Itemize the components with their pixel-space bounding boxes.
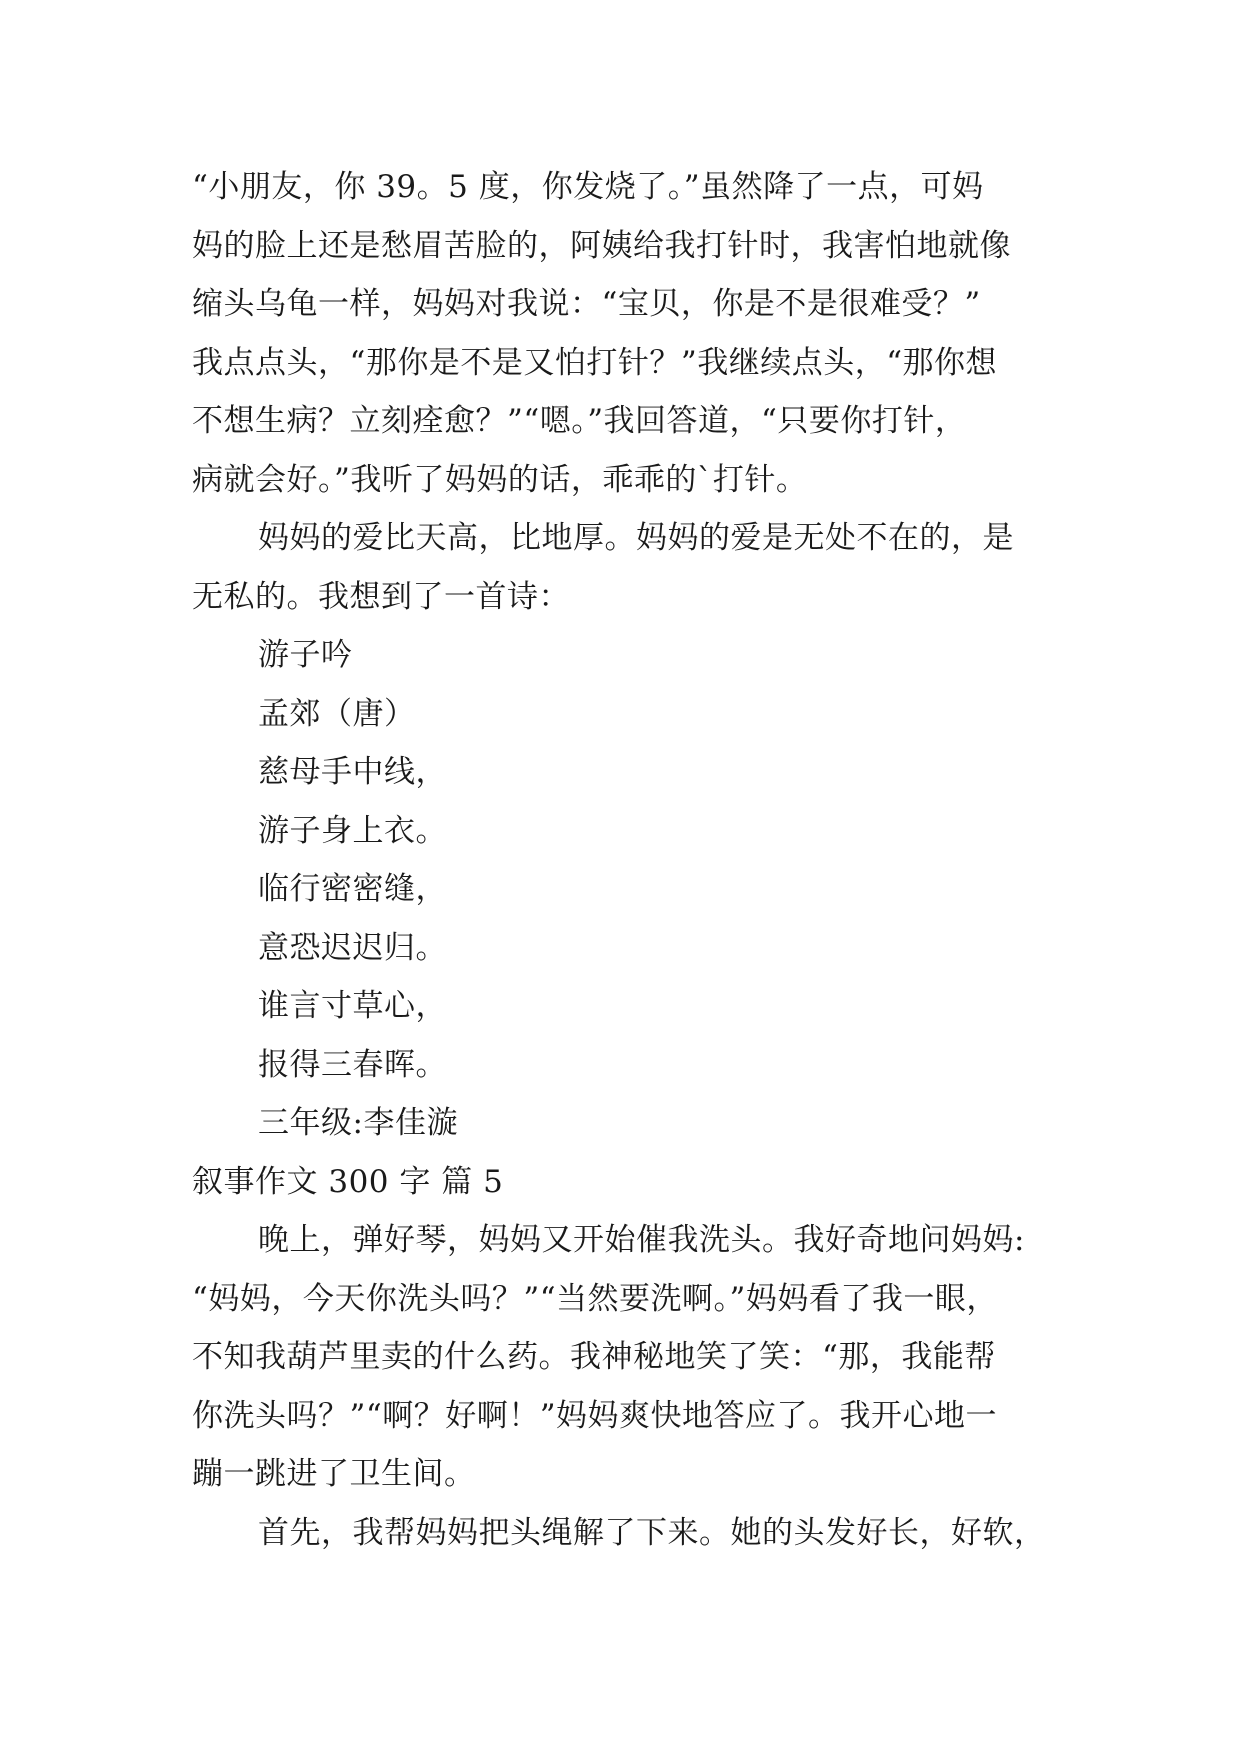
paragraph-first-line: 妈妈的爱比天高，比地厚。妈妈的爱是无处不在的，是 (258, 520, 1014, 556)
poem-title: 游子吟 (258, 637, 353, 673)
text-line: 缩头乌龟一样，妈妈对我说：“宝贝，你是不是很难受？” (192, 286, 981, 322)
text-line: 蹦一跳进了卫生间。 (192, 1456, 476, 1492)
text-line: 不想生病？立刻痊愈？”“嗯。”我回答道，“只要你打针， (192, 403, 967, 439)
poem-line: 临行密密缝， (258, 871, 447, 907)
paragraph-first-line: 首先，我帮妈妈把头绳解了下来。她的头发好长，好软， (258, 1514, 1046, 1551)
author-signature: 三年级:李佳漩 (258, 1105, 458, 1141)
document-page (192, 158, 1052, 1562)
poem-line: 报得三春晖。 (258, 1046, 447, 1083)
text-line: 妈的脸上还是愁眉苦脸的，阿姨给我打针时，我害怕地就像 (192, 227, 1011, 264)
text-line: “小朋友，你 39。5 度，你发烧了。”虽然降了一点，可妈 (192, 169, 984, 205)
poem-line: 谁言寸草心， (258, 988, 447, 1024)
paragraph-first-line: 晚上，弹好琴，妈妈又开始催我洗头。我好奇地问妈妈: (258, 1222, 1025, 1258)
poem-line: 游子身上衣。 (258, 812, 447, 849)
text-line: 不知我葫芦里卖的什么药。我神秘地笑了笑：“那，我能帮 (192, 1339, 996, 1375)
text-line: 我点点头，“那你是不是又怕打针？”我继续点头，“那你想 (192, 344, 998, 381)
section-heading: 叙事作文 300 字 篇 5 (192, 1163, 504, 1200)
poem-author: 孟郊（唐） (258, 695, 416, 732)
text-line: 病就会好。”我听了妈妈的话，乖乖的`打针。 (192, 461, 808, 498)
text-line: “妈妈，今天你洗头吗？”“当然要洗啊。”妈妈看了我一眼， (192, 1280, 998, 1317)
text-line: 无私的。我想到了一首诗： (192, 578, 570, 615)
text-line: 你洗头吗？”“啊？好啊！”妈妈爽快地答应了。我开心地一 (192, 1397, 998, 1434)
poem-line: 慈母手中线， (258, 754, 447, 790)
poem-line: 意恐迟迟归。 (258, 929, 447, 966)
